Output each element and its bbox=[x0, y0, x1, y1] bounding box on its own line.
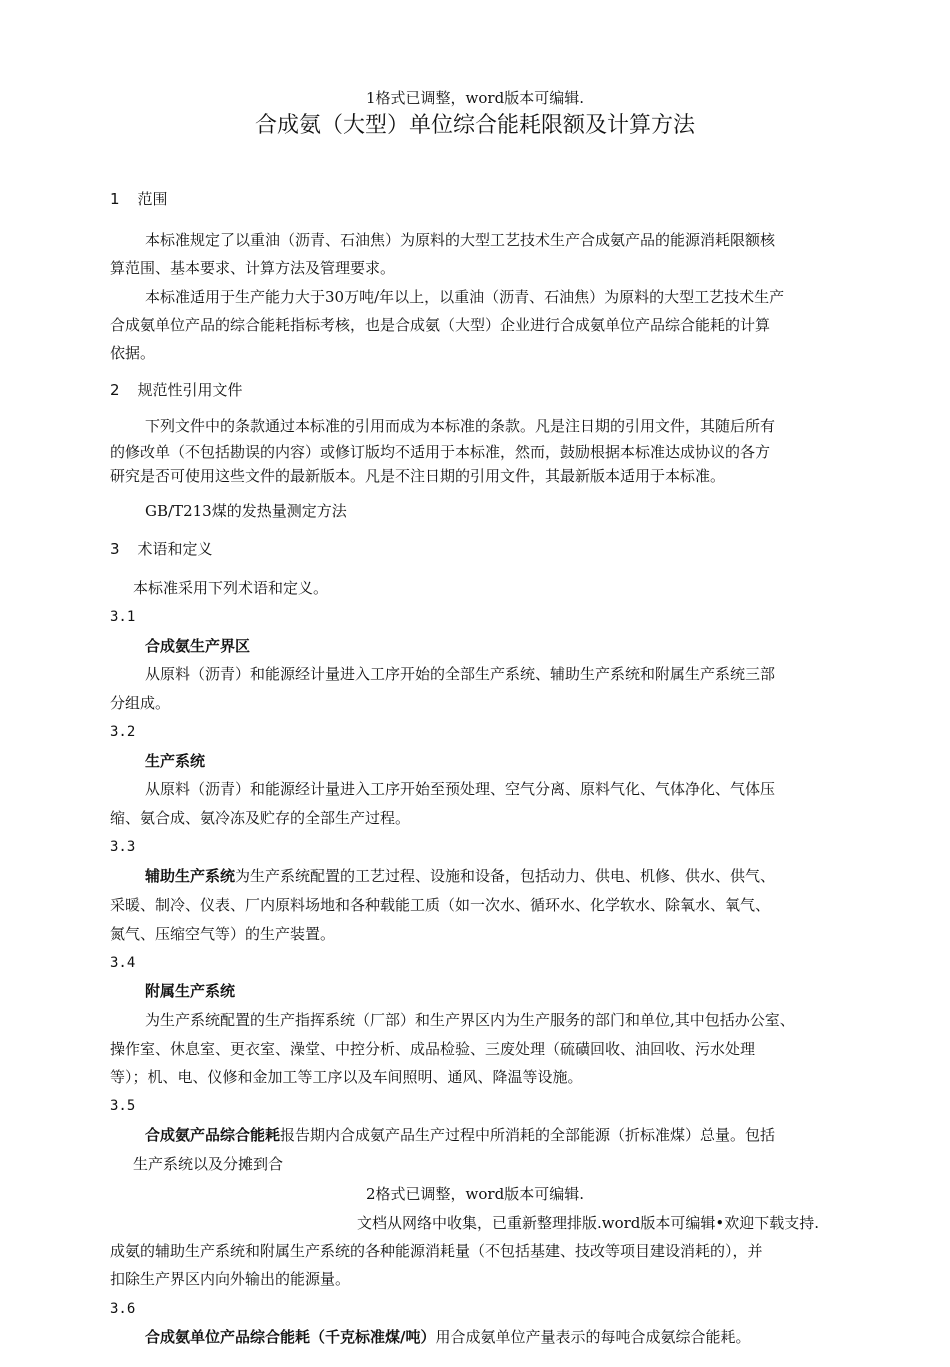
page-title: 合成氨（大型）单位综合能耗限额及计算方法 bbox=[254, 113, 695, 138]
term-number: 3.5 bbox=[110, 1098, 136, 1114]
note-top: 1格式已调整，word版本可编辑. bbox=[366, 89, 584, 107]
section-number: 2 bbox=[110, 381, 120, 399]
term-definition-line: 操作室、休息室、更衣室、澡堂、中控分析、成品检验、三废处理（硫磺回收、油回收、污水处理 bbox=[110, 1040, 756, 1058]
term-definition-text: 用合成氨单位产量表示的每吨合成氨综合能耗。 bbox=[435, 1328, 751, 1346]
term-number: 3.1 bbox=[110, 609, 136, 625]
term-number: 3.6 bbox=[110, 1301, 136, 1317]
paragraph-line: 合成氨单位产品的综合能耗指标考核，也是合成氨（大型）企业进行合成氨单位产品综合能耗的计算 bbox=[110, 316, 771, 334]
paragraph-line: 下列文件中的条款通过本标准的引用而成为本标准的条款。凡是注日期的引用文件，其随后所有 bbox=[145, 417, 776, 435]
section-heading bbox=[110, 189, 168, 209]
section-title: 术语和定义 bbox=[137, 540, 213, 558]
term-number: 3.4 bbox=[110, 955, 136, 971]
term-definition-line: 从原料（沥青）和能源经计量进入工序开始的全部生产系统、辅助生产系统和附属生产系统三部 bbox=[145, 665, 776, 683]
section-heading bbox=[110, 380, 243, 400]
term-definition-line: 缩、氨合成、氨冷冻及贮存的全部生产过程。 bbox=[110, 809, 411, 827]
term-definition-line bbox=[145, 866, 775, 886]
paragraph-line: 依据。 bbox=[110, 344, 156, 362]
term-definition-line: 从原料（沥青）和能源经计量进入工序开始至预处理、空气分离、原料气化、气体净化、气体压 bbox=[145, 780, 776, 798]
term-name: 合成氨单位产品综合能耗（千克标准煤/吨） bbox=[145, 1328, 436, 1346]
section-number: 1 bbox=[110, 190, 120, 208]
term-name: 合成氨产品综合能耗 bbox=[145, 1126, 281, 1144]
paragraph-line: 本标准规定了以重油（沥青、石油焦）为原料的大型工艺技术生产合成氨产品的能源消耗限额核 bbox=[145, 231, 776, 249]
term-definition-text: 报告期内合成氨产品生产过程中所消耗的全部能源（折标准煤）总量。包括 bbox=[280, 1126, 776, 1144]
term-definition-line: 分组成。 bbox=[110, 694, 171, 712]
term-definition-line: 氮气、压缩空气等）的生产装置。 bbox=[110, 925, 336, 943]
page-note: 2格式已调整，word版本可编辑. bbox=[366, 1185, 584, 1203]
paragraph-line: 的修改单（不包括勘误的内容）或修订版均不适用于本标准，然而，鼓励根据本标准达成协议的各方 bbox=[110, 443, 771, 461]
term-definition-line: 等）；机、电、仪修和金加工等工序以及车间照明、通风、降温等设施。 bbox=[110, 1068, 583, 1086]
term-definition-line: 生产系统以及分摊到合 bbox=[133, 1155, 284, 1173]
paragraph-line: 扣除生产界区内向外输出的能源量。 bbox=[110, 1270, 351, 1288]
paragraph-line: 算范围、基本要求、计算方法及管理要求。 bbox=[110, 259, 396, 277]
term-definition-line bbox=[145, 1125, 775, 1145]
term-name: 生产系统 bbox=[145, 752, 206, 770]
section-title: 规范性引用文件 bbox=[137, 381, 243, 399]
section-heading bbox=[110, 539, 213, 559]
paragraph-line: 成氨的辅助生产系统和附属生产系统的各种能源消耗量（不包括基建、技改等项目建设消耗的），并 bbox=[110, 1242, 763, 1260]
term-definition-text: 为生产系统配置的工艺过程、设施和设备，包括动力、供电、机修、供水、供气、 bbox=[235, 867, 776, 885]
term-definition-line bbox=[145, 1327, 751, 1347]
term-name: 合成氨生产界区 bbox=[145, 637, 251, 655]
term-number: 3.2 bbox=[110, 724, 136, 740]
document-note: 文档从网络中收集，已重新整理排版.word版本可编辑•欢迎下载支持. bbox=[357, 1214, 820, 1232]
section-number: 3 bbox=[110, 540, 120, 558]
term-definition-line: 为生产系统配置的生产指挥系统（厂部）和生产界区内为生产服务的部门和单位,其中包括办公室、 bbox=[145, 1011, 795, 1029]
paragraph-line: 本标准适用于生产能力大于30万吨/年以上，以重油（沥青、石油焦）为原料的大型工艺技术生产 bbox=[145, 288, 785, 306]
term-definition-line: 采暖、制冷、仪表、厂内原料场地和各种载能工质（如一次水、循环水、化学软水、除氧水、氧气、 bbox=[110, 896, 771, 914]
term-name: 附属生产系统 bbox=[145, 982, 236, 1000]
paragraph-line: 本标准采用下列术语和定义。 bbox=[133, 579, 329, 597]
term-number: 3.3 bbox=[110, 839, 136, 855]
reference-item: GB/T213煤的发热量测定方法 bbox=[145, 502, 347, 520]
section-title: 范围 bbox=[137, 190, 168, 208]
term-name: 辅助生产系统 bbox=[145, 867, 236, 885]
paragraph-line: 研究是否可使用这些文件的最新版本。凡是不注日期的引用文件，其最新版本适用于本标准。 bbox=[110, 467, 726, 485]
